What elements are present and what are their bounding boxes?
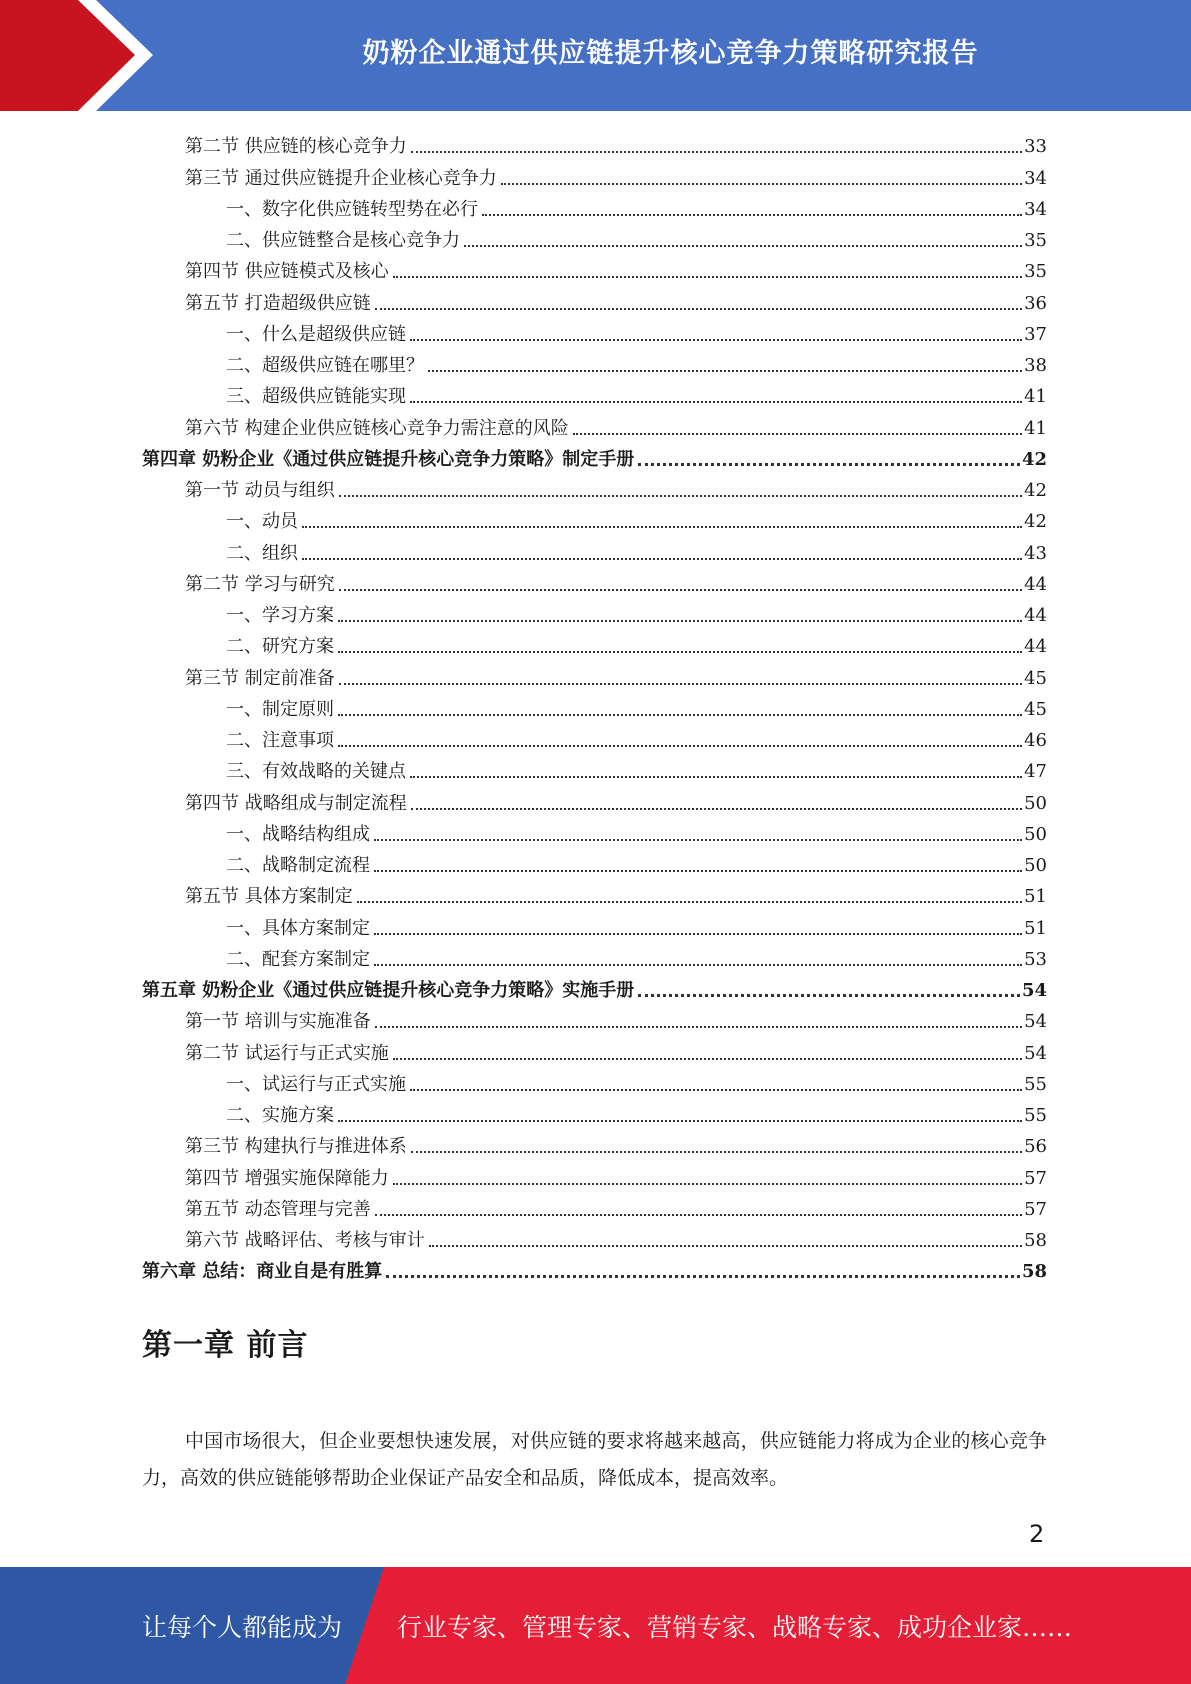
toc-entry-page: 55 <box>1024 1073 1047 1095</box>
toc-entry-page: 55 <box>1024 1105 1047 1126</box>
toc-entry-label: 第五节 打造超级供应链 <box>185 292 371 314</box>
toc-entry-page: 54 <box>1024 1011 1047 1033</box>
toc-section-entry[interactable] <box>142 253 1047 284</box>
toc-entry-label: 二、组织 <box>226 542 298 564</box>
toc-dot-leader <box>374 870 1022 872</box>
chapter-heading: 第一章 前言 <box>142 1328 309 1363</box>
toc-entry-page: 50 <box>1024 855 1047 876</box>
toc-entry-label: 第三节 制定前准备 <box>185 667 335 689</box>
toc-dot-leader <box>338 1120 1022 1122</box>
toc-entry-page: 37 <box>1024 323 1047 345</box>
toc-entry-page: 57 <box>1024 1167 1047 1189</box>
header-red-block <box>0 0 135 111</box>
toc-entry-label: 二、超级供应链在哪里？ <box>226 355 424 376</box>
toc-section-entry[interactable] <box>142 1159 1047 1190</box>
footer-slogan-left: 让每个人都能成为 <box>142 1612 343 1642</box>
toc-entry-label: 二、配套方案制定 <box>226 948 370 970</box>
toc-section-entry[interactable] <box>142 472 1047 503</box>
toc-subsection-entry[interactable] <box>142 316 1047 347</box>
toc-entry-page: 44 <box>1024 573 1047 595</box>
toc-subsection-entry[interactable] <box>142 191 1047 222</box>
toc-section-entry[interactable] <box>142 659 1047 690</box>
toc-entry-label: 三、超级供应链能实现 <box>226 386 406 408</box>
toc-entry-label: 一、试运行与正式实施 <box>226 1073 406 1095</box>
header-arrow-decoration <box>0 0 160 111</box>
intro-paragraph: 中国市场很大，但企业要想快速发展，对供应链的要求将越来越高，供应链能力将成为企业的核心竞争力，高效的供应链能够帮助企业保证产品安全和品质，降低成本，提高效率。 <box>142 1430 1047 1489</box>
toc-dot-leader <box>338 651 1022 653</box>
toc-entry-page: 42 <box>1021 448 1047 470</box>
toc-entry-page: 35 <box>1024 230 1047 251</box>
table-of-contents <box>142 128 1047 1284</box>
toc-dot-leader <box>482 214 1022 216</box>
toc-entry-label: 一、数字化供应链转型势在必行 <box>226 198 478 220</box>
toc-section-entry[interactable] <box>142 1191 1047 1222</box>
toc-subsection-entry[interactable] <box>142 941 1047 972</box>
toc-dot-leader <box>302 558 1022 560</box>
toc-section-entry[interactable] <box>142 128 1047 159</box>
toc-entry-page: 50 <box>1024 823 1047 845</box>
toc-section-entry[interactable] <box>142 159 1047 190</box>
toc-subsection-entry[interactable] <box>142 347 1047 378</box>
page-number: 2 <box>1029 1520 1045 1548</box>
toc-dot-leader <box>410 776 1022 778</box>
toc-entry-label: 二、战略制定流程 <box>226 855 370 876</box>
toc-dot-leader <box>338 714 1022 716</box>
toc-chapter-entry[interactable] <box>142 1253 1047 1284</box>
toc-entry-page: 44 <box>1024 605 1047 626</box>
toc-entry-label: 第五节 具体方案制定 <box>185 886 353 908</box>
toc-entry-page: 58 <box>1021 1261 1047 1283</box>
toc-section-entry[interactable] <box>142 878 1047 909</box>
toc-subsection-entry[interactable] <box>142 222 1047 253</box>
toc-entry-page: 56 <box>1024 1136 1047 1158</box>
toc-entry-label: 第二节 试运行与正式实施 <box>185 1042 389 1064</box>
toc-dot-leader <box>411 808 1022 810</box>
toc-subsection-entry[interactable] <box>142 534 1047 565</box>
toc-subsection-entry[interactable] <box>142 1066 1047 1097</box>
toc-dot-leader <box>410 339 1022 341</box>
toc-section-entry[interactable] <box>142 784 1047 815</box>
page-footer <box>0 1567 1191 1684</box>
toc-dot-leader <box>339 495 1022 497</box>
toc-entry-label: 一、战略结构组成 <box>226 823 370 845</box>
toc-entry-label: 三、有效战略的关键点 <box>226 761 406 783</box>
toc-entry-page: 34 <box>1024 198 1047 220</box>
page-header <box>0 0 1191 111</box>
report-title: 奶粉企业通过供应链提升核心竞争力策略研究报告 <box>362 37 979 69</box>
toc-dot-leader <box>374 964 1022 966</box>
toc-chapter-entry[interactable] <box>142 972 1047 1003</box>
toc-entry-page: 41 <box>1024 417 1047 439</box>
toc-entry-label: 一、具体方案制定 <box>226 917 370 939</box>
toc-subsection-entry[interactable] <box>142 628 1047 659</box>
toc-subsection-entry[interactable] <box>142 1097 1047 1128</box>
toc-entry-label: 第六节 战略评估、考核与审计 <box>185 1230 425 1251</box>
toc-entry-label: 第六节 构建企业供应链核心竞争力需注意的风险 <box>185 417 569 439</box>
toc-section-entry[interactable] <box>142 409 1047 440</box>
toc-dot-leader <box>411 151 1022 153</box>
toc-entry-page: 51 <box>1024 917 1047 939</box>
toc-entry-label: 一、动员 <box>226 511 298 533</box>
toc-entry-page: 38 <box>1024 355 1047 376</box>
toc-entry-label: 一、学习方案 <box>226 605 334 626</box>
toc-subsection-entry[interactable] <box>142 722 1047 753</box>
toc-dot-leader <box>338 745 1022 747</box>
toc-entry-page: 47 <box>1024 761 1047 783</box>
toc-dot-leader <box>374 933 1022 935</box>
toc-section-entry[interactable] <box>142 1222 1047 1253</box>
toc-entry-page: 54 <box>1021 980 1047 1001</box>
toc-chapter-entry[interactable] <box>142 441 1047 472</box>
toc-entry-label: 第五节 动态管理与完善 <box>185 1198 371 1220</box>
toc-dot-leader <box>573 433 1022 435</box>
toc-dot-leader <box>410 1089 1022 1091</box>
toc-section-entry[interactable] <box>142 1128 1047 1159</box>
toc-subsection-entry[interactable] <box>142 378 1047 409</box>
footer-slogan-right: 行业专家、管理专家、营销专家、战略专家、成功企业家…… <box>397 1612 1073 1642</box>
toc-dot-leader <box>501 183 1022 185</box>
toc-entry-page: 42 <box>1024 480 1047 501</box>
toc-subsection-entry[interactable] <box>142 503 1047 534</box>
toc-entry-page: 54 <box>1024 1042 1047 1064</box>
toc-entry-page: 50 <box>1024 792 1047 814</box>
toc-dot-leader <box>429 1245 1022 1247</box>
toc-entry-page: 53 <box>1024 948 1047 970</box>
toc-entry-page: 45 <box>1024 698 1047 720</box>
toc-entry-label: 第二节 供应链的核心竞争力 <box>185 136 407 158</box>
toc-dot-leader <box>357 901 1022 903</box>
toc-dot-leader <box>339 589 1022 591</box>
toc-entry-label: 一、制定原则 <box>226 698 334 720</box>
toc-section-entry[interactable] <box>142 284 1047 315</box>
toc-entry-label: 二、注意事项 <box>226 730 334 751</box>
toc-entry-page: 41 <box>1024 386 1047 408</box>
toc-section-entry[interactable] <box>142 566 1047 597</box>
toc-entry-page: 45 <box>1024 667 1047 689</box>
toc-entry-page: 46 <box>1024 730 1047 751</box>
toc-entry-label: 第二节 学习与研究 <box>185 573 335 595</box>
toc-entry-page: 33 <box>1024 136 1047 158</box>
toc-dot-leader <box>638 463 1020 466</box>
toc-dot-leader <box>375 308 1022 310</box>
toc-dot-leader <box>464 245 1022 247</box>
toc-dot-leader <box>393 1183 1022 1185</box>
toc-entry-page: 42 <box>1024 511 1047 533</box>
toc-entry-page: 43 <box>1024 542 1047 564</box>
toc-dot-leader <box>386 1275 1020 1278</box>
toc-entry-label: 二、供应链整合是核心竞争力 <box>226 230 460 251</box>
toc-entry-label: 第一节 培训与实施准备 <box>185 1011 371 1033</box>
toc-dot-leader <box>375 1026 1022 1028</box>
toc-entry-page: 44 <box>1024 636 1047 658</box>
toc-entry-label: 二、研究方案 <box>226 636 334 658</box>
toc-section-entry[interactable] <box>142 1003 1047 1034</box>
toc-subsection-entry[interactable] <box>142 909 1047 940</box>
toc-entry-page: 51 <box>1024 886 1047 908</box>
toc-entry-label: 第四章 奶粉企业《通过供应链提升核心竞争力策略》制定手册 <box>142 448 635 470</box>
toc-subsection-entry[interactable] <box>142 597 1047 628</box>
toc-subsection-entry[interactable] <box>142 847 1047 878</box>
toc-entry-label: 第四节 战略组成与制定流程 <box>185 792 407 814</box>
toc-subsection-entry[interactable] <box>142 816 1047 847</box>
toc-dot-leader <box>339 683 1022 685</box>
toc-entry-label: 第四节 增强实施保障能力 <box>185 1167 389 1189</box>
toc-dot-leader <box>638 994 1020 997</box>
toc-entry-page: 35 <box>1024 261 1047 283</box>
toc-dot-leader <box>393 1058 1022 1060</box>
toc-entry-label: 第三节 通过供应链提升企业核心竞争力 <box>185 167 497 189</box>
toc-entry-label: 第六章 总结：商业自是有胜算 <box>142 1261 383 1283</box>
toc-dot-leader <box>375 1214 1022 1216</box>
toc-entry-label: 二、实施方案 <box>226 1105 334 1126</box>
toc-entry-label: 第三节 构建执行与推进体系 <box>185 1136 407 1158</box>
toc-entry-page: 58 <box>1024 1230 1047 1251</box>
toc-subsection-entry[interactable] <box>142 691 1047 722</box>
toc-section-entry[interactable] <box>142 1034 1047 1065</box>
toc-dot-leader <box>411 1151 1022 1153</box>
toc-entry-page: 34 <box>1024 167 1047 189</box>
toc-entry-label: 第五章 奶粉企业《通过供应链提升核心竞争力策略》实施手册 <box>142 980 635 1001</box>
toc-entry-label: 第一节 动员与组织 <box>185 480 335 501</box>
toc-dot-leader <box>410 401 1022 403</box>
toc-entry-label: 一、什么是超级供应链 <box>226 323 406 345</box>
toc-entry-page: 36 <box>1024 292 1047 314</box>
toc-dot-leader <box>428 370 1022 372</box>
toc-entry-page: 57 <box>1024 1198 1047 1220</box>
toc-dot-leader <box>338 620 1022 622</box>
toc-dot-leader <box>393 276 1022 278</box>
toc-dot-leader <box>302 526 1022 528</box>
toc-dot-leader <box>374 839 1022 841</box>
toc-subsection-entry[interactable] <box>142 753 1047 784</box>
toc-entry-label: 第四节 供应链模式及核心 <box>185 261 389 283</box>
